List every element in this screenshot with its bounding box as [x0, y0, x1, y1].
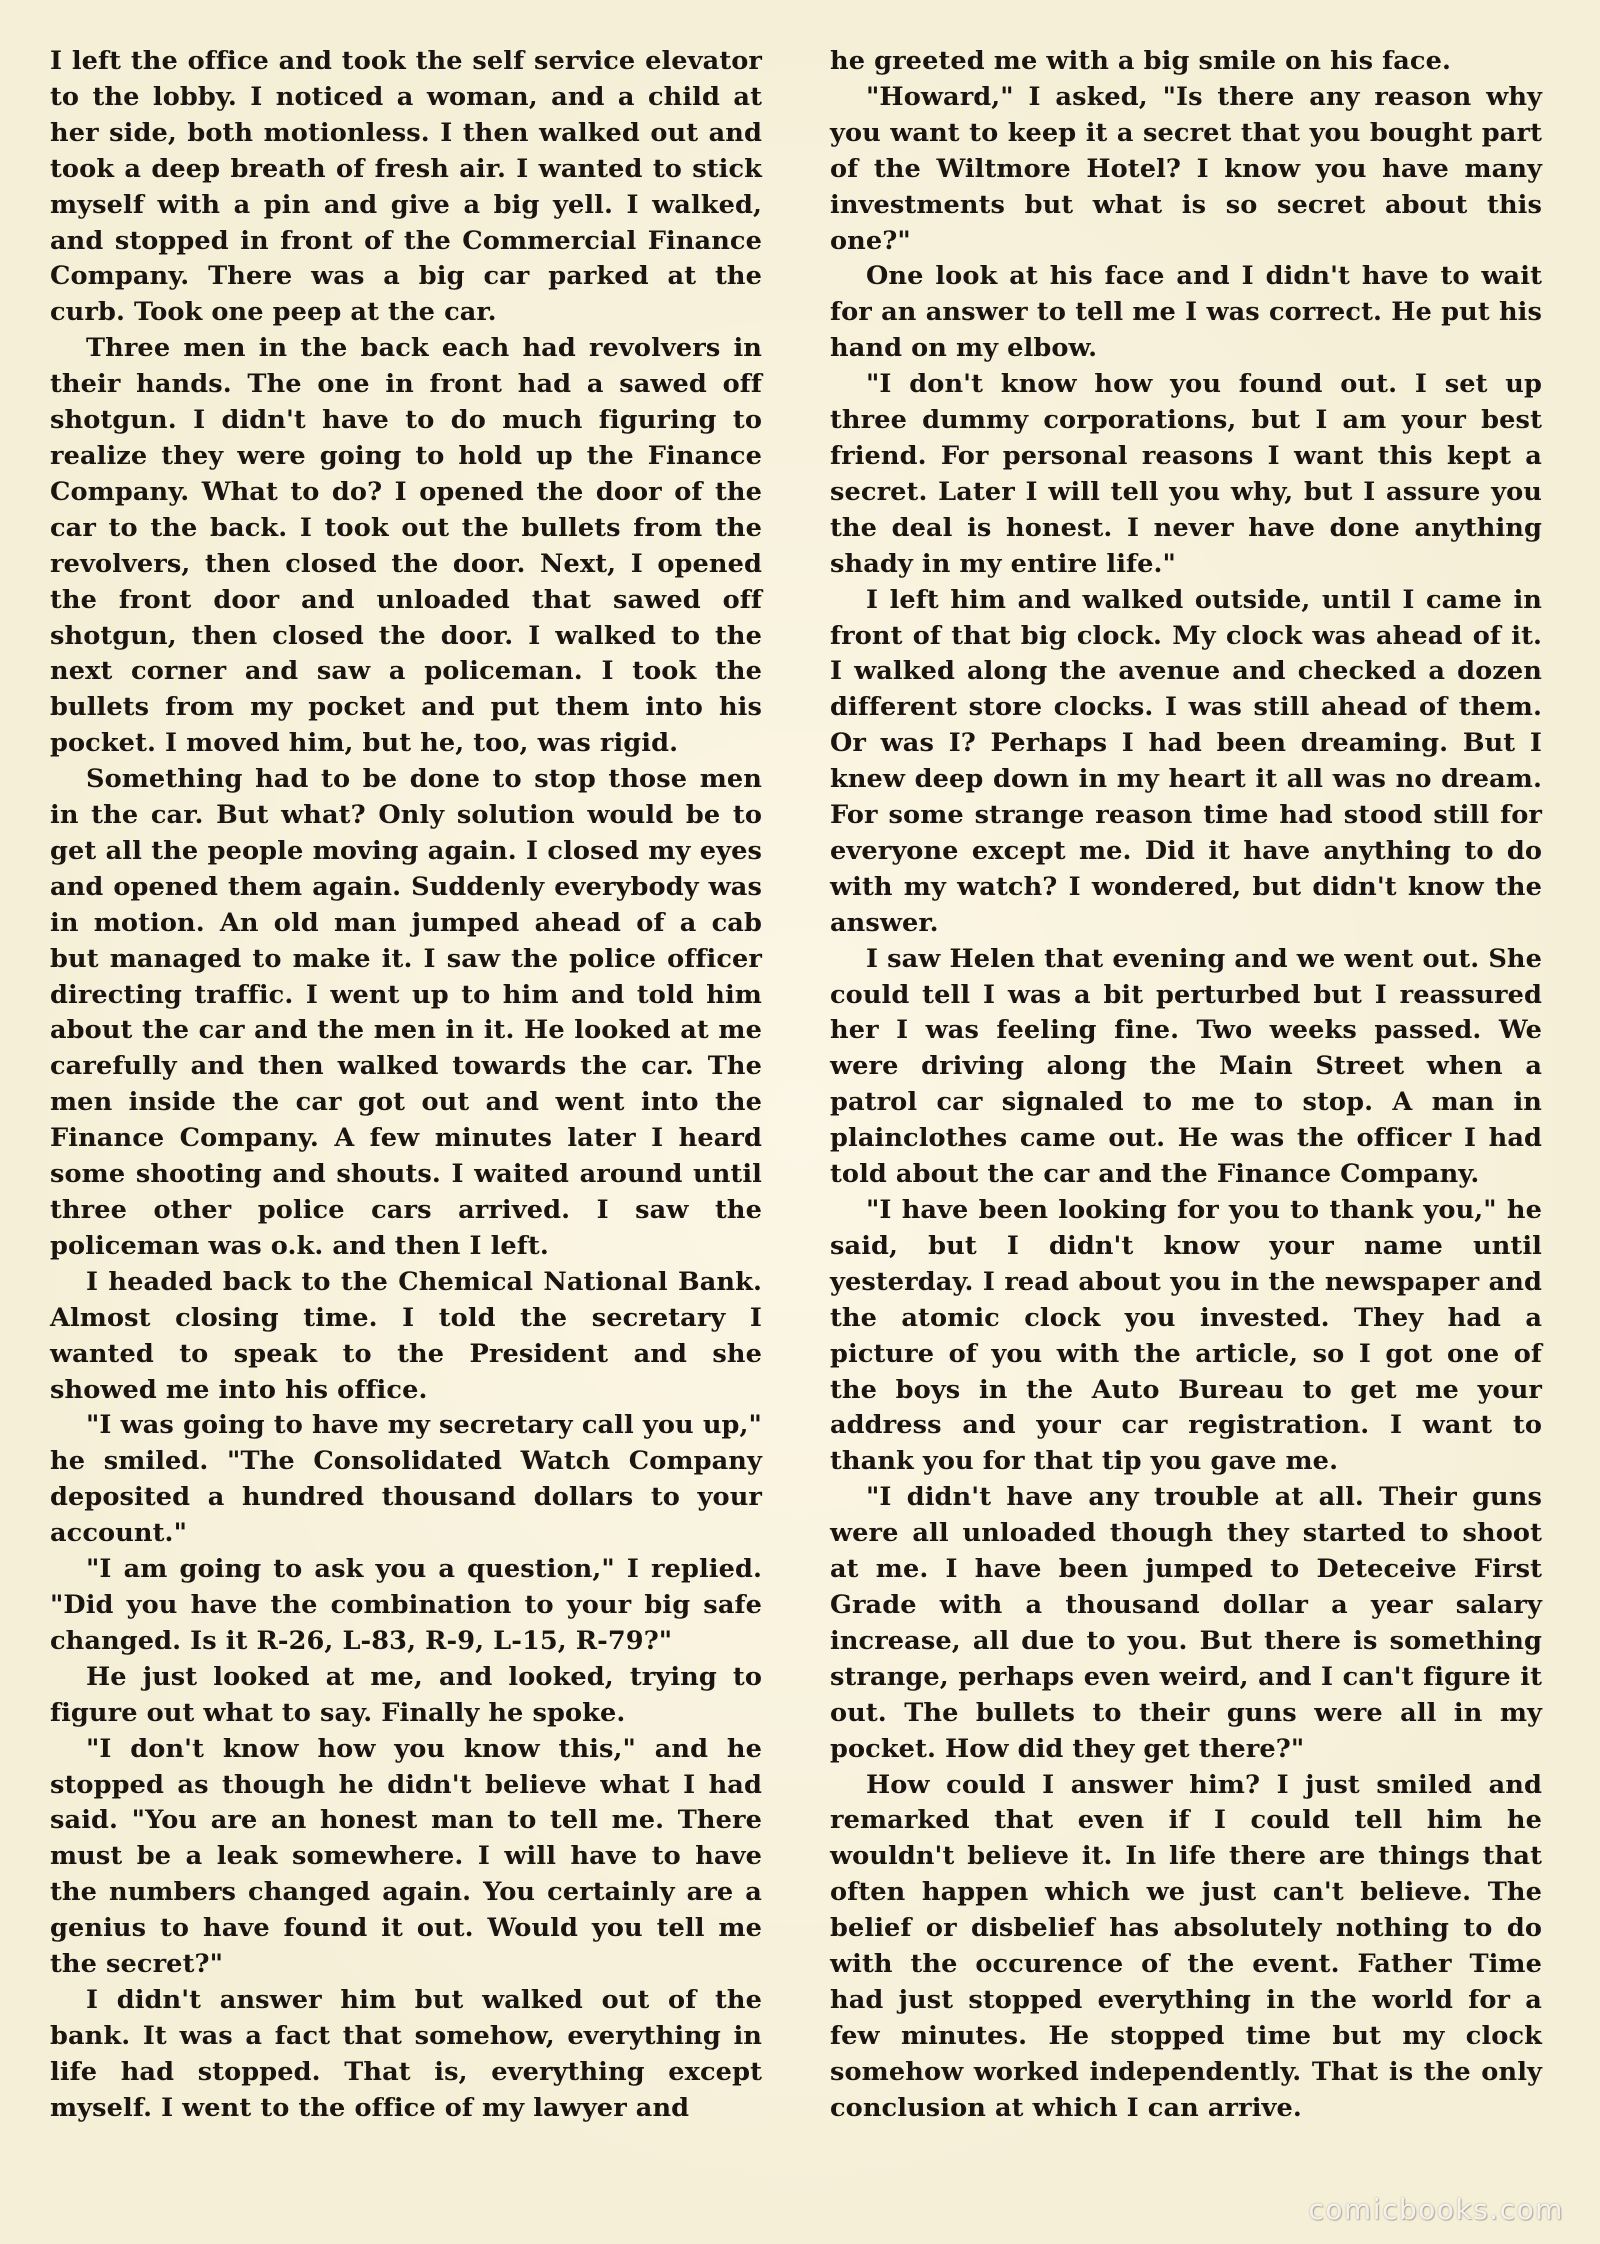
story-paragraph: "I didn't have any trouble at all. Their guns were all unloaded though they started to shoot at me. I have been jumped to Deteceive First Grade with a thousand dollar a year salary increase, all due to you. But there is something strange, perhaps even weird, and I can't figure it out. The bullets to their guns were all in my pocket. How did they get there?" [830, 1482, 1542, 1764]
story-paragraph: "Howard," I asked, "Is there any reason why you want to keep it a secret that you bought part of the Wiltmore Hotel? I know you have many investments but what is so secret about this one?" [830, 81, 1542, 256]
story-paragraph: I saw Helen that evening and we went out. She could tell I was a bit perturbed but I reassured her I was feeling fine. Two weeks passed. We were driving along the Main Street when a patrol car signaled to me to stop. A man in plainclothes came out. He was the officer I had told about the car and the Finance Company. [830, 943, 1542, 1190]
story-paragraph: One look at his face and I didn't have to wait for an answer to tell me I was correct. He put his hand on my elbow. [830, 261, 1542, 364]
site-watermark: comicbooks.com [1308, 2193, 1564, 2226]
story-paragraph: "I was going to have my secretary call you up," he smiled. "The Consolidated Watch Company deposited a hundred thousand dollars to your account." [50, 1410, 762, 1549]
story-paragraph: "I don't know how you found out. I set up three dummy corporations, but I am your best friend. For personal reasons I want this kept a secret. Later I will tell you why, but I assure you the deal is honest. I never have done anything shady in my entire life." [830, 369, 1542, 579]
story-paragraph: I didn't answer him but walked out of the bank. It was a fact that somehow, everything in life had stopped. That is, everything except myself. I went to the office of my lawyer and [50, 1984, 762, 2123]
right-text-column [830, 44, 1542, 2127]
story-paragraph: How could I answer him? I just smiled and remarked that even if I could tell him he wouldn't believe it. In life there are things that often happen which we just can't believe. The belief or disbelief has absolutely nothing to do with the occurence of the event. Father Time had just stopped everything in the world for a few minutes. He stopped time but my clock somehow worked independently. That is the only conclusion at which I can arrive. [830, 1769, 1542, 2123]
story-paragraph: "I am going to ask you a question," I replied. "Did you have the combination to your big safe changed. Is it R-26, L-83, R-9, L-15, R-79?" [50, 1554, 762, 1656]
story-paragraph: he greeted me with a big smile on his face. [830, 46, 1451, 76]
story-paragraph: I left the office and took the self service elevator to the lobby. I noticed a woman, and a child at her side, both motionless. I then walked out and took a deep breath of fresh air. I wanted to stick myself with a pin and give a big yell. I walked, and stopped in front of the Commercial Finance Company. There was a big car parked at the curb. Took one peep at the car. [50, 46, 762, 328]
story-paragraph: He just looked at me, and looked, trying to figure out what to say. Finally he spoke. [50, 1661, 762, 1728]
story-paragraph: "I don't know how you know this," and he stopped as though he didn't believe what I had said. "You are an honest man to tell me. There must be a leak somewhere. I will have to have the numbers changed again. You certainly are a genius to have found it out. Would you tell me the secret?" [50, 1733, 762, 1980]
story-paragraph: "I have been looking for you to thank you," he said, but I didn't know your name until yesterday. I read about you in the newspaper and the atomic clock you invested. They had a picture of you with the article, so I got one of the boys in the Auto Bureau to get me your address and your car registration. I want to thank you for that tip you gave me. [830, 1195, 1542, 1477]
story-paragraph: Three men in the back each had revolvers in their hands. The one in front had a sawed off shotgun. I didn't have to do much figuring to realize they were going to hold up the Finance Company. What to do? I opened the door of the car to the back. I took out the bullets from the revolvers, then closed the door. Next, I opened the front door and unloaded that sawed off shotgun, then closed the door. I walked to the next corner and saw a policeman. I took the bullets from my pocket and put them into his pocket. I moved him, but he, too, was rigid. [50, 333, 762, 759]
story-paragraph: Something had to be done to stop those men in the car. But what? Only solution would be to get all the people moving again. I closed my eyes and opened them again. Suddenly everybody was in motion. An old man jumped ahead of a cab but managed to make it. I saw the police officer directing traffic. I went up to him and told him about the car and the men in it. He looked at me carefully and then walked towards the car. The men inside the car got out and went into the Finance Company. A few minutes later I heard some shooting and shouts. I waited around until three other police cars arrived. I saw the policeman was o.k. and then I left. [50, 764, 762, 1261]
story-paragraph: I headed back to the Chemical National Bank. Almost closing time. I told the secretary I wanted to speak to the President and she showed me into his office. [50, 1266, 762, 1405]
story-paragraph: I left him and walked outside, until I came in front of that big clock. My clock was ahead of it. I walked along the avenue and checked a dozen different store clocks. I was still ahead of them. Or was I? Perhaps I had been dreaming. But I knew deep down in my heart it all was no dream. For some strange reason time had stood still for everyone except me. Did it have anything to do with my watch? I wondered, but didn't know the answer. [830, 584, 1542, 938]
left-text-column [50, 44, 762, 2127]
